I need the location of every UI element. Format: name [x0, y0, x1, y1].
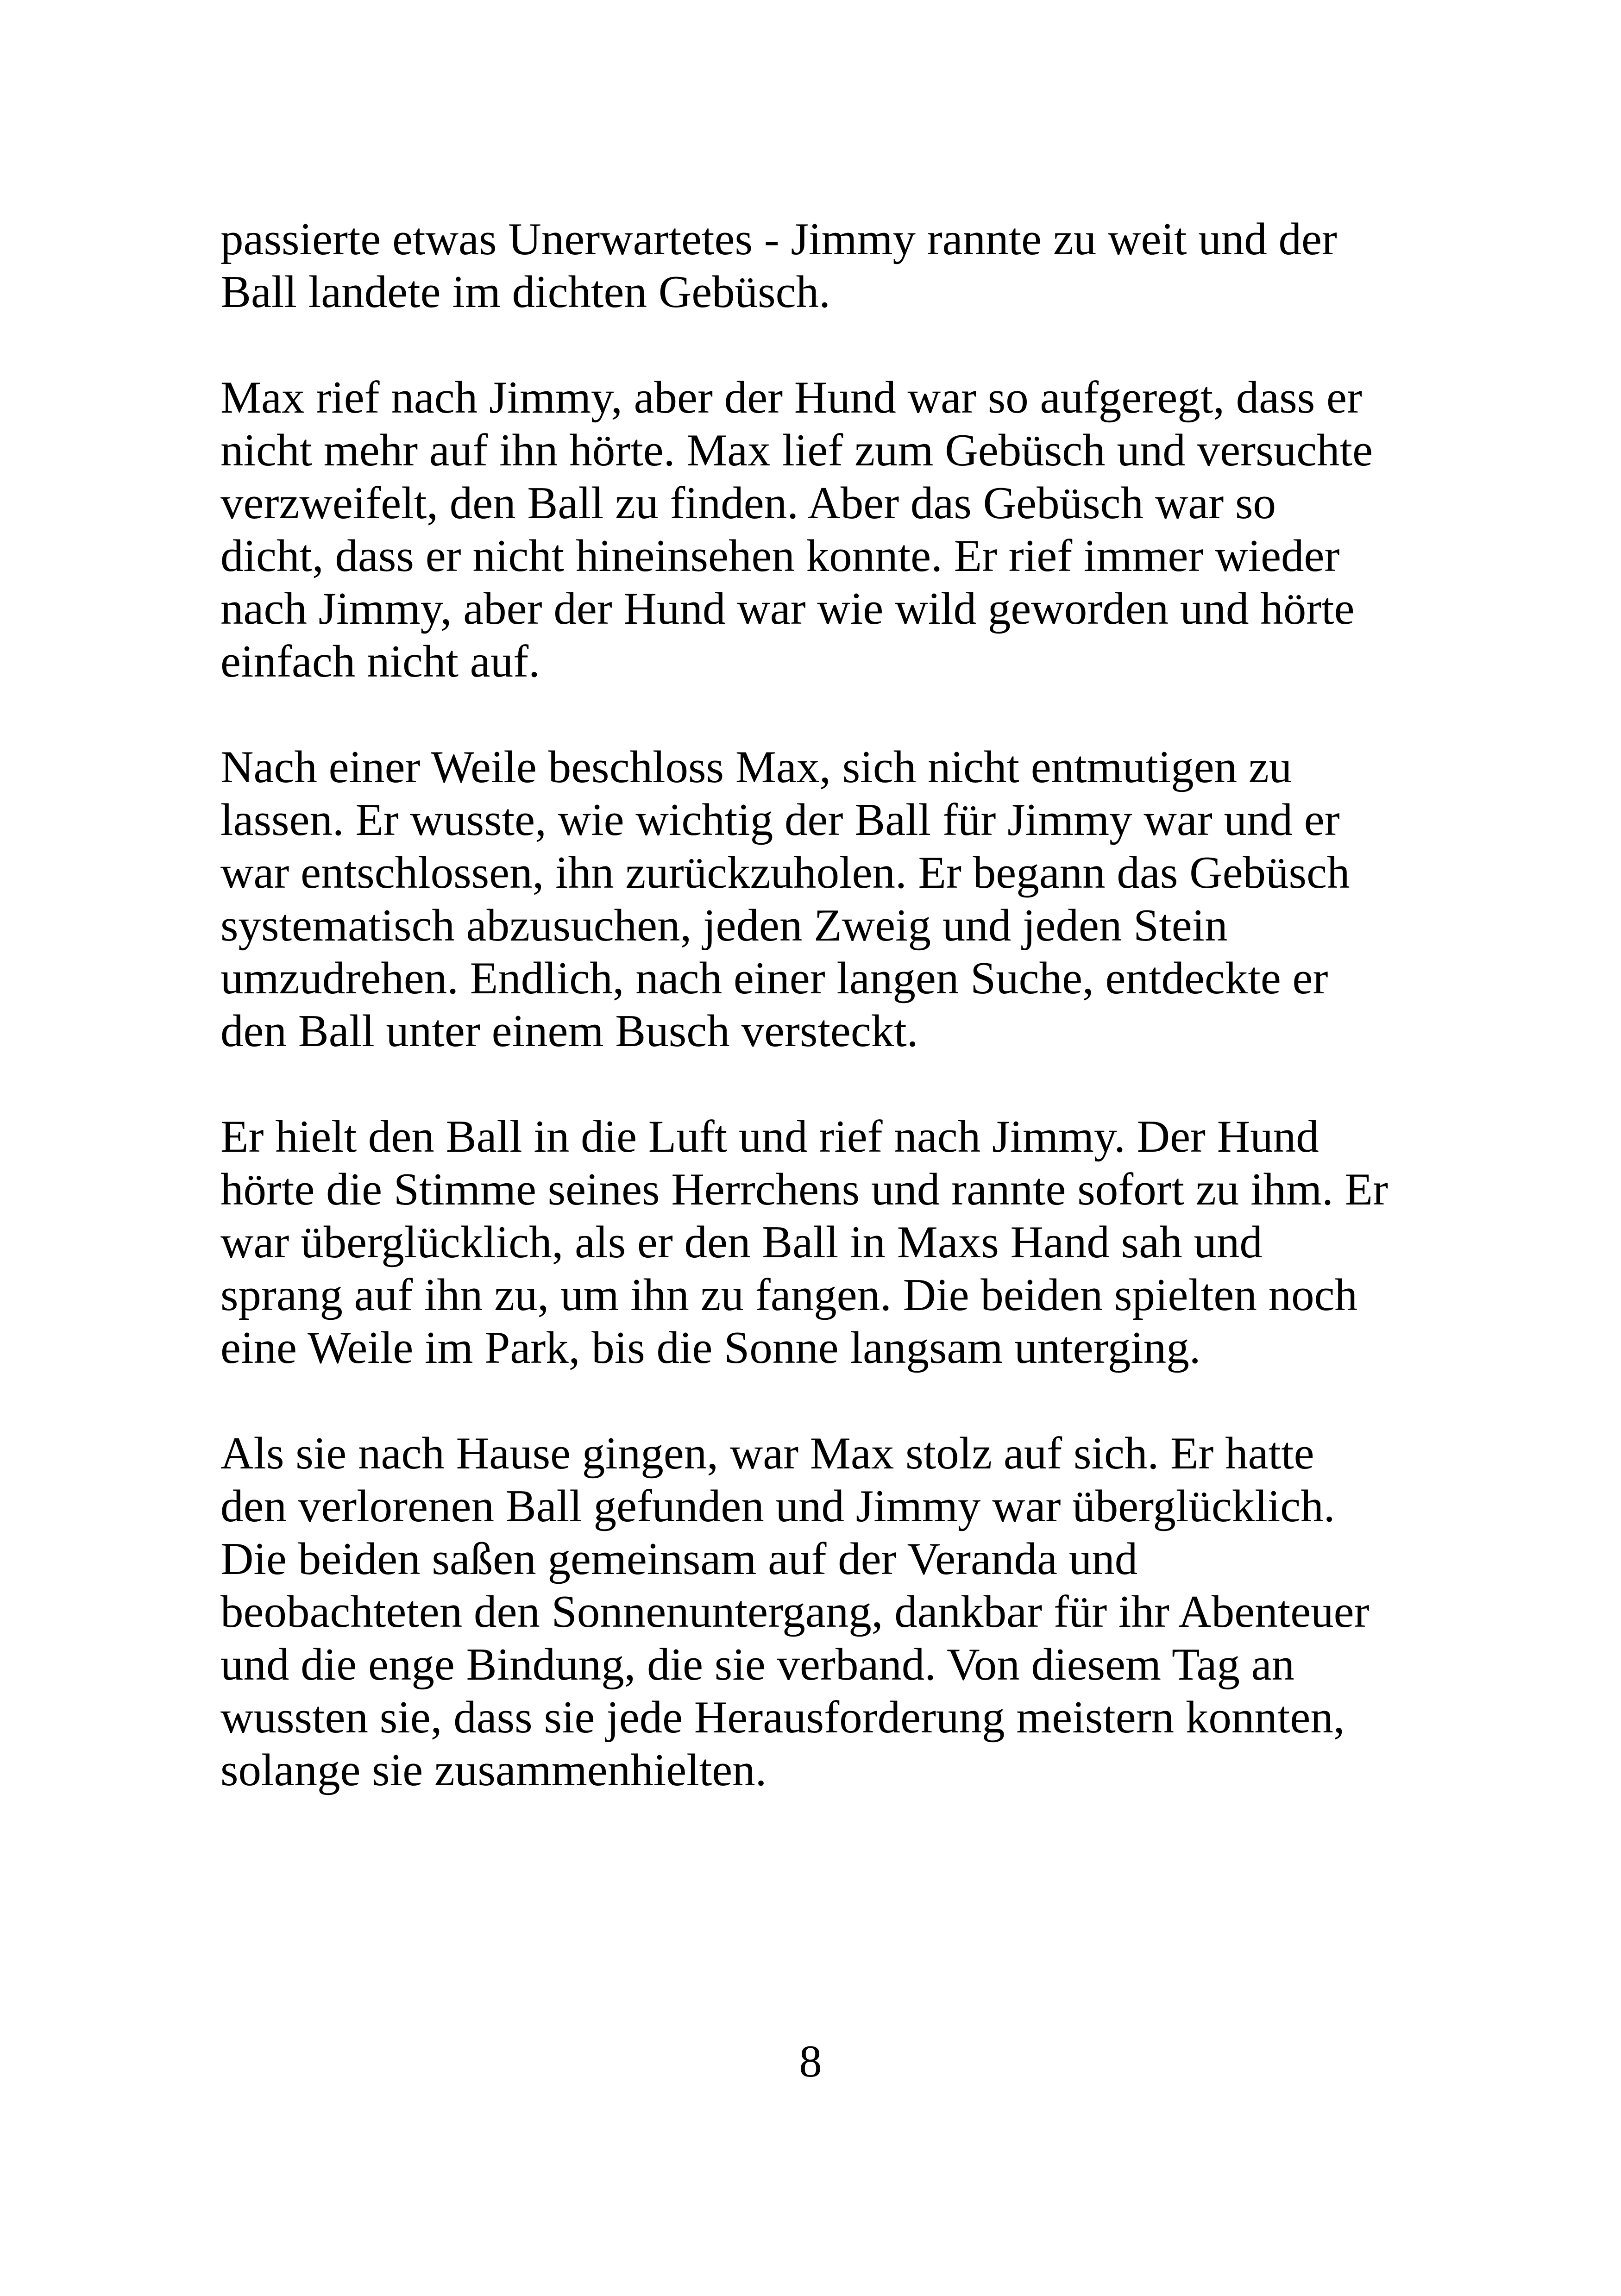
text-line: hörte die Stimme seines Herrchens und rannte sofort zu ihm. Er	[220, 1164, 1389, 1215]
page-number: 8	[799, 2036, 822, 2087]
text-line: wussten sie, dass sie jede Herausforderung meistern konnten,	[220, 1692, 1345, 1743]
text-line: solange sie zusammenhielten.	[220, 1745, 767, 1795]
text-line: Max rief nach Jimmy, aber der Hund war so aufgeregt, dass er	[220, 372, 1362, 423]
text-line: Er hielt den Ball in die Luft und rief nach Jimmy. Der Hund	[220, 1111, 1319, 1162]
text-line: lassen. Er wusste, wie wichtig der Ball für Jimmy war und er	[220, 795, 1340, 845]
text-line: Als sie nach Hause gingen, war Max stolz auf sich. Er hatte	[220, 1428, 1314, 1479]
text-line: nach Jimmy, aber der Hund war wie wild geworden und hörte	[220, 583, 1355, 634]
paragraph-4	[220, 1110, 1452, 1374]
text-line: dicht, dass er nicht hineinsehen konnte. Er rief immer wieder	[220, 531, 1340, 581]
text-line: systematisch abzusuchen, jeden Zweig und jeden Stein	[220, 900, 1228, 951]
text-line: eine Weile im Park, bis die Sonne langsam unterging.	[220, 1323, 1201, 1373]
text-line: verzweifelt, den Ball zu finden. Aber das Gebüsch war so	[220, 478, 1276, 528]
text-line: war überglücklich, als er den Ball in Maxs Hand sah und	[220, 1217, 1263, 1267]
text-line: umzudrehen. Endlich, nach einer langen Suche, entdeckte er	[220, 953, 1328, 1004]
text-line: war entschlossen, ihn zurückzuholen. Er begann das Gebüsch	[220, 847, 1350, 898]
text-line: Nach einer Weile beschloss Max, sich nicht entmutigen zu	[220, 742, 1292, 792]
text-line: Ball landete im dichten Gebüsch.	[220, 267, 830, 317]
paragraph-5	[220, 1427, 1452, 1797]
text-line: nicht mehr auf ihn hörte. Max lief zum Gebüsch und versuchte	[220, 425, 1373, 476]
text-line: Die beiden saßen gemeinsam auf der Veranda und	[220, 1534, 1138, 1584]
text-line: passierte etwas Unerwartetes - Jimmy rannte zu weit und der	[220, 214, 1337, 264]
paragraph-3	[220, 741, 1452, 1058]
text-line: den Ball unter einem Busch versteckt.	[220, 1006, 918, 1056]
text-line: sprang auf ihn zu, um ihn zu fangen. Die beiden spielten noch	[220, 1270, 1358, 1320]
text-line: und die enge Bindung, die sie verband. Von diesem Tag an	[220, 1639, 1295, 1690]
text-line: beobachteten den Sonnenuntergang, dankbar für ihr Abenteuer	[220, 1587, 1370, 1637]
paragraph-2	[220, 371, 1452, 688]
text-line: einfach nicht auf.	[220, 636, 540, 687]
paragraph-1	[220, 213, 1452, 319]
text-line: den verlorenen Ball gefunden und Jimmy war überglücklich.	[220, 1481, 1335, 1531]
body-text	[220, 213, 1452, 1850]
